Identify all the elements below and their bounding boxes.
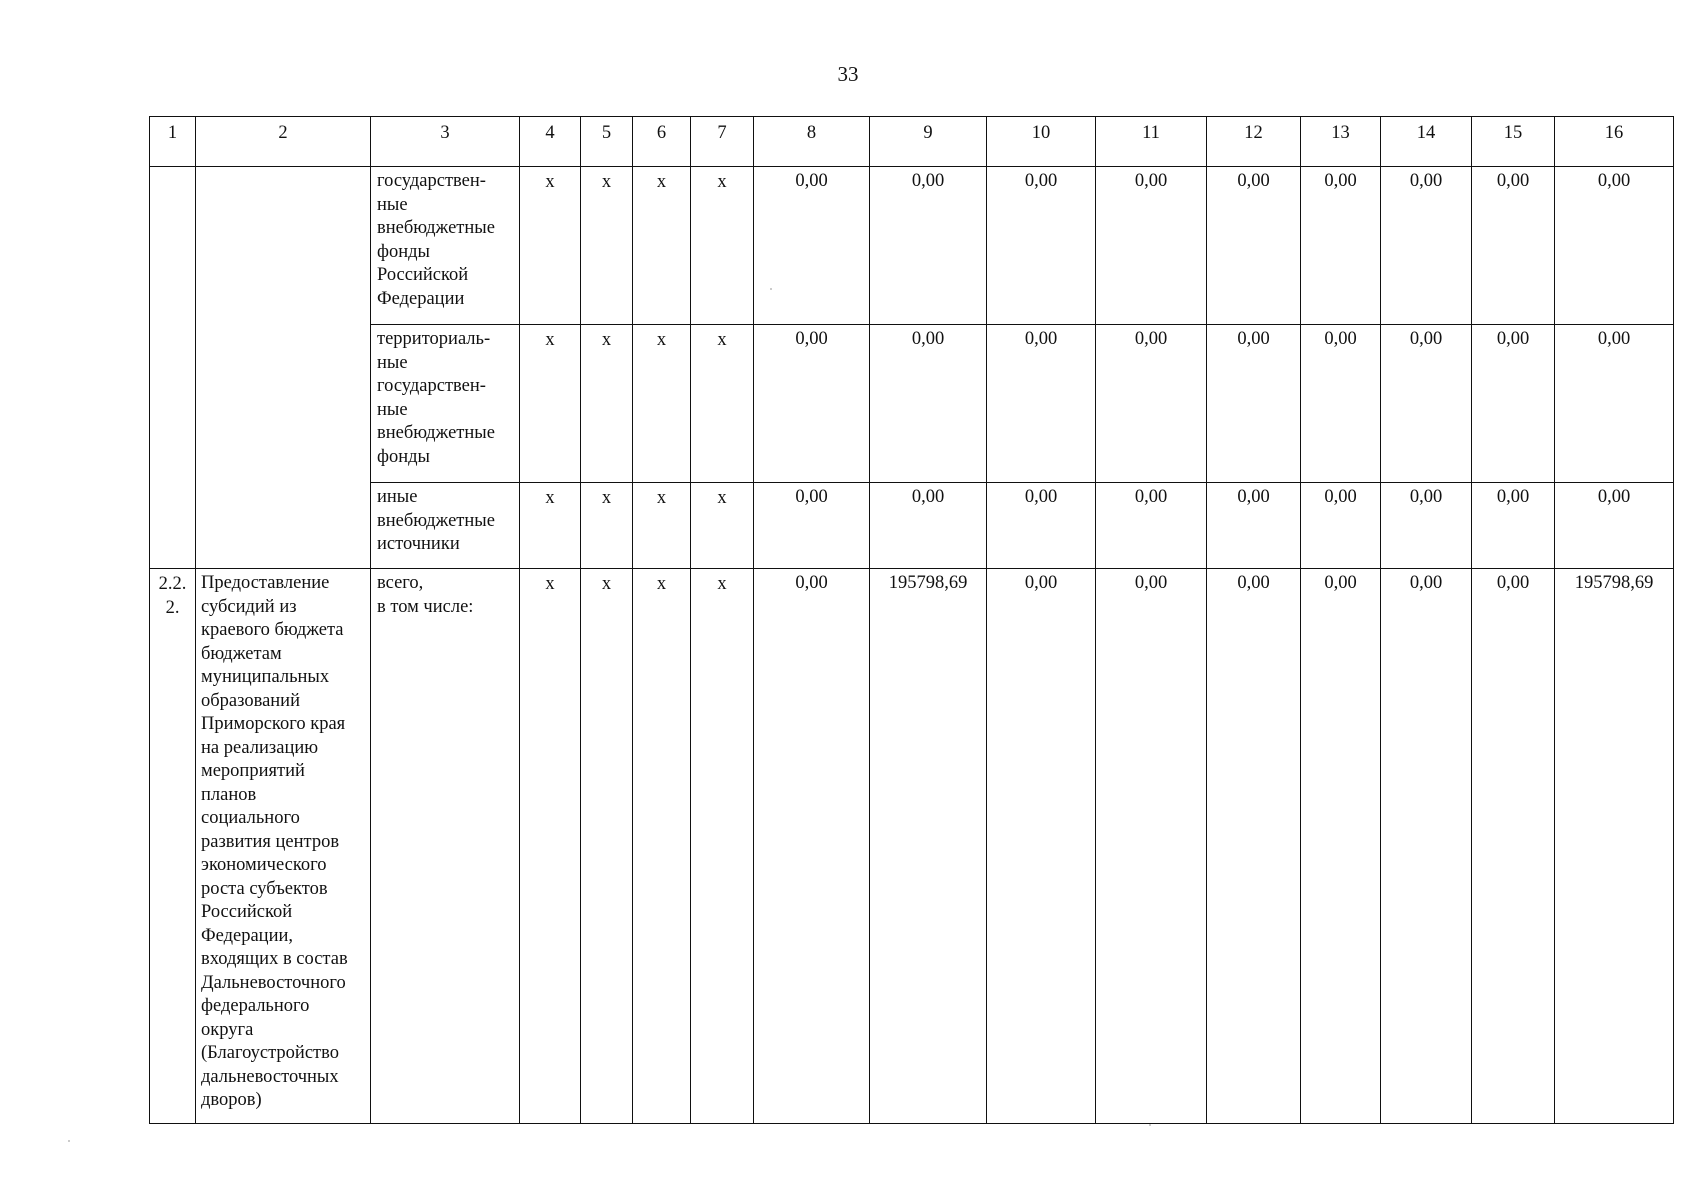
mark-cell: x <box>581 483 633 569</box>
value-cell: 0,00 <box>1301 569 1381 1124</box>
page-number: 33 <box>837 62 859 86</box>
column-header: 11 <box>1096 117 1207 167</box>
item-name-cell: Предоставление субсидий из краевого бюджета бюджетам муниципальных образований Приморского края на реализацию мероприятий планов социального развития центров экономического роста субъектов Российской Федерации, входящих в состав Дальневосточного федерального округа (Благоустройство дальневосточных дворов) <box>196 569 371 1124</box>
value-cell: 0,00 <box>1207 569 1301 1124</box>
table-row <box>150 167 1674 325</box>
value-cell: 0,00 <box>1381 569 1472 1124</box>
column-header: 4 <box>520 117 581 167</box>
column-header: 6 <box>633 117 691 167</box>
empty-number-cell <box>150 167 196 569</box>
value-cell: 0,00 <box>987 483 1096 569</box>
scan-speck <box>770 288 772 290</box>
value-cell: 0,00 <box>1381 167 1472 325</box>
mark-cell: x <box>691 483 754 569</box>
column-header: 15 <box>1472 117 1555 167</box>
mark-cell: x <box>691 569 754 1124</box>
column-header: 2 <box>196 117 371 167</box>
value-cell: 0,00 <box>754 325 870 483</box>
value-cell: 0,00 <box>987 569 1096 1124</box>
value-cell: 0,00 <box>1472 483 1555 569</box>
scan-speck <box>68 1140 70 1142</box>
value-cell: 0,00 <box>1096 325 1207 483</box>
value-cell: 0,00 <box>1555 483 1674 569</box>
empty-name-cell <box>196 167 371 569</box>
mark-cell: x <box>581 569 633 1124</box>
value-cell: 0,00 <box>1096 569 1207 1124</box>
item-number-cell: 2.2. 2. <box>150 569 196 1124</box>
value-cell: 0,00 <box>1207 167 1301 325</box>
column-header: 7 <box>691 117 754 167</box>
column-header: 5 <box>581 117 633 167</box>
mark-cell: x <box>520 325 581 483</box>
column-header: 12 <box>1207 117 1301 167</box>
value-cell: 0,00 <box>1301 167 1381 325</box>
column-header: 16 <box>1555 117 1674 167</box>
column-header: 1 <box>150 117 196 167</box>
value-cell: 0,00 <box>870 325 987 483</box>
value-cell: 195798,69 <box>1555 569 1674 1124</box>
value-cell: 0,00 <box>754 167 870 325</box>
column-header: 3 <box>371 117 520 167</box>
mark-cell: x <box>581 325 633 483</box>
budget-table <box>149 116 1674 1124</box>
mark-cell: x <box>633 483 691 569</box>
funding-source-cell: государствен- ные внебюджетные фонды Российской Федерации <box>371 167 520 325</box>
value-cell: 0,00 <box>754 569 870 1124</box>
funding-source-cell: территориаль- ные государствен- ные внебюджетные фонды <box>371 325 520 483</box>
value-cell: 0,00 <box>1207 325 1301 483</box>
value-cell: 0,00 <box>1301 325 1381 483</box>
value-cell: 0,00 <box>754 483 870 569</box>
mark-cell: x <box>691 167 754 325</box>
mark-cell: x <box>691 325 754 483</box>
column-header: 13 <box>1301 117 1381 167</box>
column-header: 10 <box>987 117 1096 167</box>
value-cell: 0,00 <box>1096 167 1207 325</box>
value-cell: 0,00 <box>1555 167 1674 325</box>
mark-cell: x <box>633 167 691 325</box>
value-cell: 0,00 <box>1207 483 1301 569</box>
value-cell: 0,00 <box>1555 325 1674 483</box>
value-cell: 0,00 <box>987 167 1096 325</box>
value-cell: 0,00 <box>987 325 1096 483</box>
value-cell: 0,00 <box>1301 483 1381 569</box>
mark-cell: x <box>581 167 633 325</box>
value-cell: 0,00 <box>1381 325 1472 483</box>
funding-source-cell: всего, в том числе: <box>371 569 520 1124</box>
value-cell: 0,00 <box>1472 325 1555 483</box>
column-header: 8 <box>754 117 870 167</box>
mark-cell: x <box>633 569 691 1124</box>
mark-cell: x <box>520 569 581 1124</box>
table-row <box>150 325 1674 483</box>
mark-cell: x <box>520 483 581 569</box>
mark-cell: x <box>633 325 691 483</box>
value-cell: 0,00 <box>1096 483 1207 569</box>
mark-cell: x <box>520 167 581 325</box>
value-cell: 0,00 <box>870 167 987 325</box>
column-header: 14 <box>1381 117 1472 167</box>
header-row <box>150 117 1674 167</box>
value-cell: 0,00 <box>1472 569 1555 1124</box>
table-row <box>150 569 1674 1124</box>
funding-source-cell: иные внебюджетные источники <box>371 483 520 569</box>
value-cell: 0,00 <box>1381 483 1472 569</box>
column-header: 9 <box>870 117 987 167</box>
value-cell: 0,00 <box>1472 167 1555 325</box>
value-cell: 0,00 <box>870 483 987 569</box>
scan-speck <box>1149 1124 1151 1126</box>
value-cell: 195798,69 <box>870 569 987 1124</box>
table-row <box>150 483 1674 569</box>
